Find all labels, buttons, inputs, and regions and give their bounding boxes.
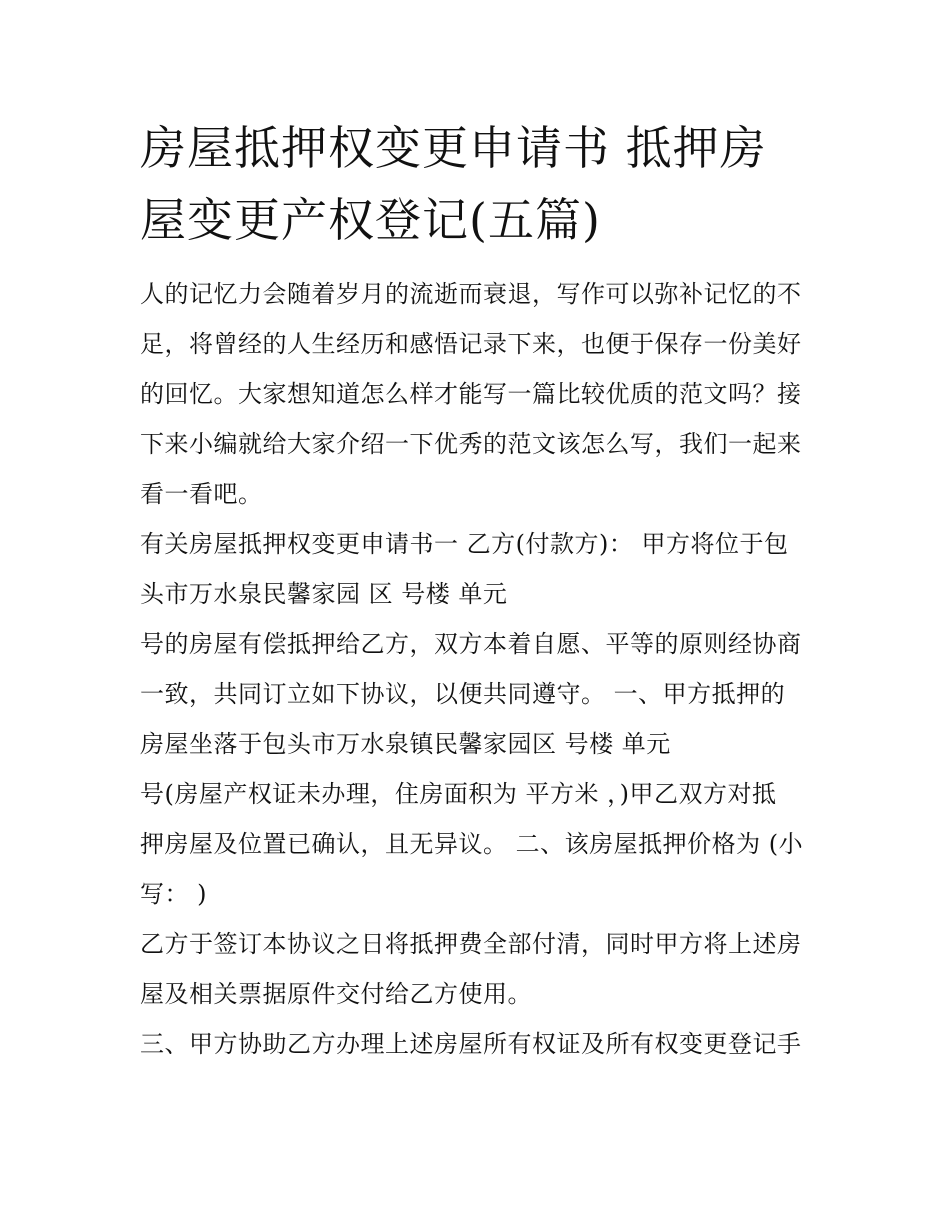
text-line: 有关房屋抵押权变更申请书一 乙方(付款方)： 甲方将位于包 [140, 530, 789, 558]
document-title [140, 112, 820, 256]
title-line: 房屋抵押权变更申请书 抵押房 [140, 121, 767, 175]
text-line: 押房屋及位置已确认，且无异议。 二、该房屋抵押价格为 (小 [140, 830, 804, 858]
text-line: 号的房屋有偿抵押给乙方，双方本着自愿、平等的原则经协商 [140, 630, 802, 658]
text-line: 人的记忆力会随着岁月的流逝而衰退，写作可以弥补记忆的不 [140, 280, 802, 308]
text-line: 一致，共同订立如下协议，以便共同遵守。 一、甲方抵押的 [140, 680, 786, 708]
paragraph-clause-three [140, 1019, 820, 1069]
paragraph-agreement-intro [140, 519, 820, 619]
paragraph-payment [140, 919, 820, 1019]
text-line: 房屋坐落于包头市万水泉镇民馨家园区 号楼 单元 [140, 730, 671, 758]
text-line: 头市万水泉民馨家园 区 号楼 单元 [140, 580, 508, 608]
document-page [140, 112, 820, 1069]
text-line: 写： ) [140, 880, 207, 908]
text-line: 的回忆。大家想知道怎么样才能写一篇比较优质的范文吗？接 [140, 380, 802, 408]
text-line: 下来小编就给大家介绍一下优秀的范文该怎么写，我们一起来 [140, 430, 802, 458]
paragraph-clause-two [140, 769, 820, 919]
text-line: 号(房屋产权证未办理，住房面积为 平方米 ，)甲乙双方对抵 [140, 780, 777, 808]
text-line: 乙方于签订本协议之日将抵押费全部付清，同时甲方将上述房 [140, 930, 802, 958]
text-line: 看一看吧。 [140, 480, 263, 508]
paragraph-intro [140, 269, 820, 519]
paragraph-clause-one [140, 619, 820, 769]
title-line: 屋变更产权登记(五篇) [140, 193, 601, 247]
text-line: 屋及相关票据原件交付给乙方使用。 [140, 980, 532, 1008]
text-line: 足，将曾经的人生经历和感悟记录下来，也便于保存一份美好 [140, 330, 802, 358]
text-line: 三、甲方协助乙方办理上述房屋所有权证及所有权变更登记手 [140, 1030, 802, 1058]
